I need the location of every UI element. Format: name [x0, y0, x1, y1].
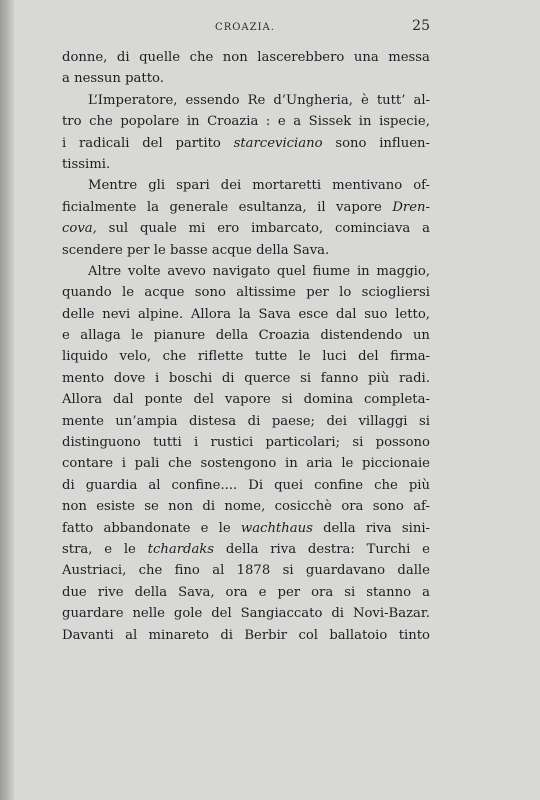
text-line: e allaga le pianure della Croazia distendendo un [62, 328, 430, 344]
text-line: donne, di quelle che non lascerebbero una messa [62, 50, 430, 65]
text-line: Mentre gli spari dei mortaretti mentivano of- [88, 178, 430, 194]
text-line: scendere per le basse acque della Sava. [62, 242, 330, 258]
text-line: distinguono tutti i rustici particolari; si possono [62, 435, 430, 451]
text-line: a nessun patto. [62, 71, 164, 87]
text-line: due rive della Sava, ora e per ora si stanno a [62, 584, 430, 600]
page-edge-shadow [0, 0, 14, 800]
page-number: 25 [412, 18, 430, 34]
body-text [62, 47, 430, 646]
text-line: liquido velo, che riflette tutte le luci del firma- [62, 349, 431, 365]
text-line: Allora dal ponte del vapore si domina completa- [62, 392, 430, 408]
text-line: Altre volte avevo navigato quel fiume in maggio, [88, 263, 431, 279]
text-line: tissimi. [62, 156, 111, 172]
text-line: delle nevi alpine. Allora la Sava esce dal suo letto, [62, 306, 430, 322]
text-line: quando le acque sono altissime per lo sciogliersi [62, 285, 430, 301]
text-line: ficialmente la generale esultanza, il vapore Dren- [62, 199, 430, 215]
text-line: fatto abbandonate e le wachthaus della riva sini- [62, 520, 431, 536]
text-line: cova, sul quale mi ero imbarcato, cominciava a [62, 221, 430, 237]
text-line: Davanti al minareto di Berbir col ballatoio tinto [62, 627, 430, 643]
text-line: i radicali del partito starceviciano sono influen- [62, 135, 430, 151]
page-header [60, 18, 430, 38]
text-line: tro che popolare in Croazia : e a Sissek in ispecie, [62, 114, 430, 130]
text-line: guardare nelle gole del Sangiaccato di Novi-Bazar. [62, 606, 430, 622]
text-line: L’Imperatore, essendo Re d’Ungheria, è tutt’ al- [88, 92, 431, 108]
text-line: stra, e le tchardaks della riva destra: Turchi e [62, 541, 430, 557]
text-line: mente un’ampia distesa di paese; dei villaggi si [62, 413, 431, 429]
text-line: mento dove i boschi di querce si fanno più radi. [62, 370, 430, 386]
text-line: di guardia al confine.... Di quei confine che più [62, 477, 430, 493]
text-line: Austriaci, che fino al 1878 si guardavano dalle [62, 563, 430, 579]
text-line: contare i pali che sostengono in aria le piccionaie [62, 456, 430, 472]
running-title: CROAZIA. [215, 22, 275, 33]
text-line: non esiste se non di nome, cosicchè ora sono af- [62, 499, 430, 515]
